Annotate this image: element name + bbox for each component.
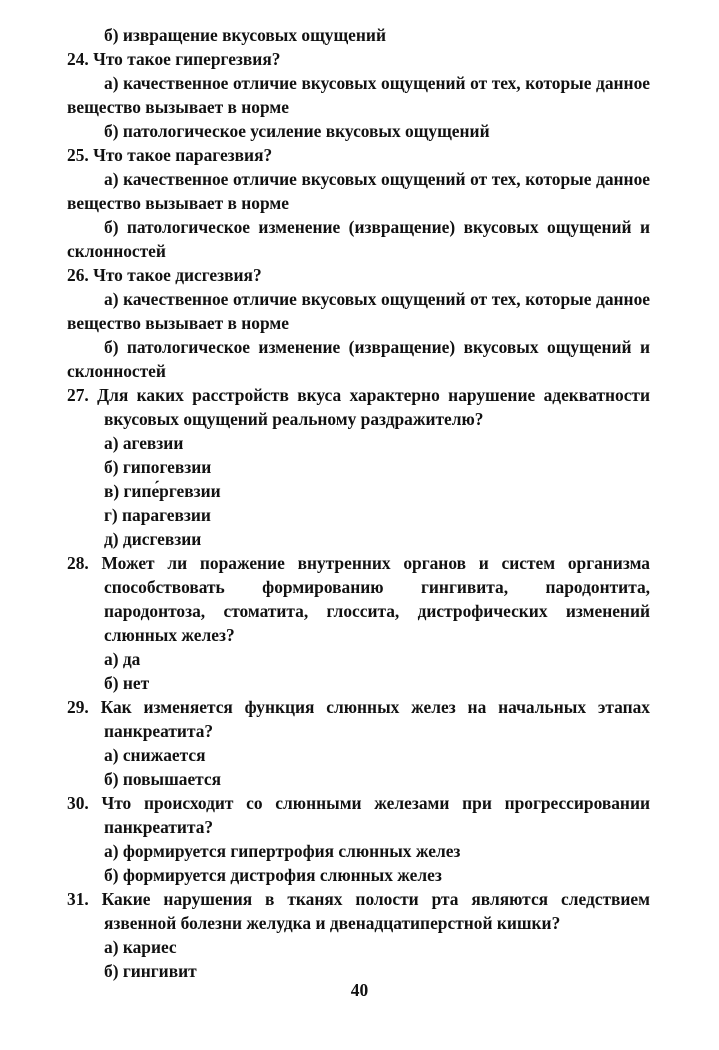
question-line: 26. Что такое дисгезвия? [67,265,262,285]
answer-line: склонностей [67,361,166,381]
answer-line: б) извращение вкусовых ощущений [104,25,386,45]
question-line: 30. Что происходит со слюнными железами при прогрессировании [67,793,650,813]
question-line: панкреатита? [104,817,214,837]
answer-line: б) патологическое усиление вкусовых ощущений [104,121,490,141]
answer-line: вещество вызывает в норме [67,313,289,333]
question-line: способствовать формированию гингивита, пародонтита, [104,577,650,597]
answer-line: в) гипе́ргевзии [104,481,221,501]
answer-line: а) качественное отличие вкусовых ощущений от тех, которые данное [104,169,650,189]
question-line: 28. Может ли поражение внутренних органов и систем организма [67,553,650,573]
answer-line: вещество вызывает в норме [67,193,289,213]
answer-line: б) патологическое изменение (извращение) вкусовых ощущений и [104,217,650,237]
question-line: пародонтоза, стоматита, глоссита, дистрофических изменений [104,601,650,621]
page-number: 40 [350,980,369,1000]
answer-line: склонностей [67,241,166,261]
question-line: 31. Какие нарушения в тканях полости рта являются следствием [67,889,650,909]
answer-line: а) агевзии [104,433,184,453]
answer-line: б) патологическое изменение (извращение) вкусовых ощущений и [104,337,650,357]
answer-line: б) гингивит [104,961,197,981]
answer-line: б) нет [104,673,150,693]
question-line: язвенной болезни желудка и двенадцатиперстной кишки? [104,913,561,933]
question-line: слюнных желез? [104,625,235,645]
question-line: 25. Что такое парагезвия? [67,145,273,165]
answer-line: вещество вызывает в норме [67,97,289,117]
answer-line: д) дисгевзии [104,529,202,549]
answer-line: б) формируется дистрофия слюнных желез [104,865,442,885]
answer-line: г) парагевзии [104,505,211,525]
answer-line: б) гипогевзии [104,457,212,477]
answer-line: а) да [104,649,141,669]
answer-line: а) кариес [104,937,177,957]
answer-line: а) качественное отличие вкусовых ощущений от тех, которые данное [104,289,650,309]
answer-line: б) повышается [104,769,222,789]
answer-line: а) качественное отличие вкусовых ощущений от тех, которые данное [104,73,650,93]
question-line: 24. Что такое гипергезвия? [67,49,281,69]
question-line: вкусовых ощущений реальному раздражителю? [104,409,484,429]
answer-line: а) снижается [104,745,206,765]
question-line: 27. Для каких расстройств вкуса характерно нарушение адекватности [67,385,650,405]
question-line: панкреатита? [104,721,214,741]
question-line: 29. Как изменяется функция слюнных желез на начальных этапах [67,697,650,717]
answer-line: а) формируется гипертрофия слюнных желез [104,841,461,861]
